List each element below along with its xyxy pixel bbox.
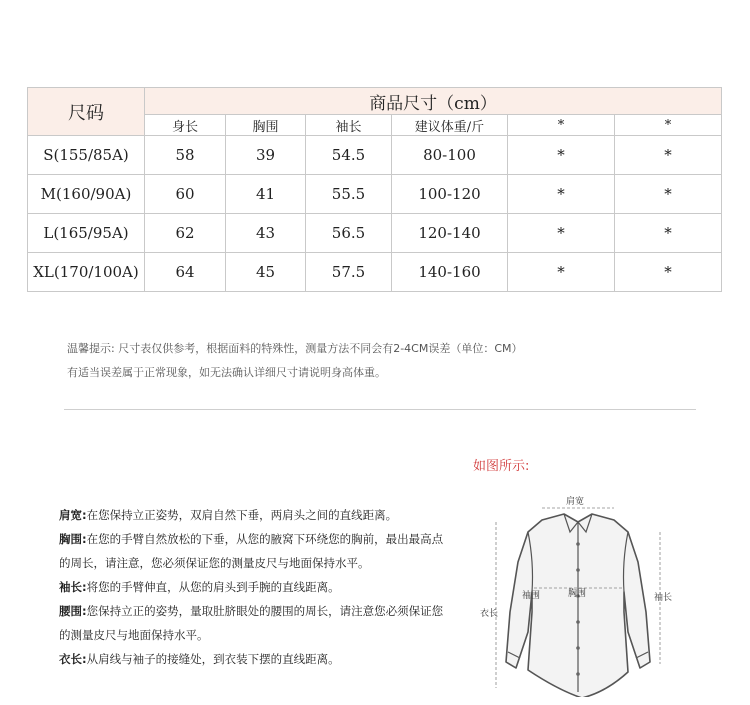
product-size-header: 商品尺寸（cm）	[145, 88, 722, 115]
definition-term: 腰围:	[59, 604, 87, 618]
definition-term: 胸围:	[59, 532, 87, 546]
definition-shoulder	[59, 503, 451, 527]
column-header-length: 身长	[145, 115, 226, 136]
definition-term: 肩宽:	[59, 508, 87, 522]
table-cell: 60	[145, 175, 226, 214]
column-header-chest: 胸围	[226, 115, 306, 136]
table-row	[28, 253, 722, 292]
definition-chest	[59, 527, 451, 575]
shirt-button	[576, 672, 580, 676]
size-table	[27, 87, 722, 292]
table-cell: *	[508, 175, 615, 214]
size-label: M(160/90A)	[28, 175, 145, 214]
section-divider	[64, 409, 696, 410]
size-note-line-1: 温馨提示: 尺寸表仅供参考，根据面料的特殊性，测量方法不同会有2-4CM误差（单位：CM）	[67, 342, 523, 355]
table-cell: 64	[145, 253, 226, 292]
definition-term: 袖长:	[59, 580, 87, 594]
shirt-button	[576, 568, 580, 572]
shirt-button	[576, 620, 580, 624]
column-header-weight: 建议体重/斤	[392, 115, 508, 136]
column-header-extra-1: *	[508, 115, 615, 136]
table-cell: *	[615, 136, 722, 175]
table-cell: 43	[226, 214, 306, 253]
diagram-label-sleeve-circumference: 袖围	[522, 591, 541, 601]
table-cell: 100-120	[392, 175, 508, 214]
diagram-label-chest: 胸围	[568, 589, 587, 599]
table-cell: 80-100	[392, 136, 508, 175]
table-row	[28, 136, 722, 175]
table-cell: 55.5	[306, 175, 392, 214]
diagram-label-shoulder: 肩宽	[566, 497, 585, 507]
definition-text: 在您保持立正姿势，双肩自然下垂，两肩头之间的直线距离。	[86, 508, 398, 522]
shirt-button	[576, 542, 580, 546]
table-cell: *	[508, 253, 615, 292]
example-label: 如图所示:	[473, 459, 530, 474]
table-cell: *	[508, 214, 615, 253]
diagram-label-sleeve-length: 袖长	[654, 593, 673, 603]
table-cell: 41	[226, 175, 306, 214]
table-row	[28, 214, 722, 253]
table-cell: 54.5	[306, 136, 392, 175]
definition-waist	[59, 599, 451, 647]
table-cell: 62	[145, 214, 226, 253]
size-label: L(165/95A)	[28, 214, 145, 253]
table-cell: *	[615, 253, 722, 292]
table-row	[28, 175, 722, 214]
table-cell: 120-140	[392, 214, 508, 253]
definition-text: 从肩线与袖子的接缝处，到衣装下摆的直线距离。	[86, 652, 340, 666]
table-cell: 45	[226, 253, 306, 292]
shirt-measurement-diagram	[478, 492, 678, 697]
table-cell: 140-160	[392, 253, 508, 292]
table-cell: 39	[226, 136, 306, 175]
definition-length	[59, 647, 451, 671]
column-header-extra-2: *	[615, 115, 722, 136]
definition-sleeve	[59, 575, 451, 599]
size-note-line-2: 有适当误差属于正常现象，如无法确认详细尺寸请说明身高体重。	[67, 366, 386, 379]
table-cell: *	[508, 136, 615, 175]
table-cell: 57.5	[306, 253, 392, 292]
table-cell: *	[615, 214, 722, 253]
size-column-header: 尺码	[28, 88, 145, 136]
diagram-label-body-length: 衣长	[480, 609, 499, 619]
definition-text: 将您的手臂伸直，从您的肩头到手腕的直线距离。	[86, 580, 340, 594]
table-cell: *	[615, 175, 722, 214]
definition-text: 在您的手臂自然放松的下垂，从您的腋窝下环绕您的胸前，最出最高点的周长，请注意，您必须保证您的测量皮尺与地面保持水平。	[59, 532, 444, 570]
table-cell: 58	[145, 136, 226, 175]
size-label: XL(170/100A)	[28, 253, 145, 292]
size-label: S(155/85A)	[28, 136, 145, 175]
definition-term: 衣长:	[59, 652, 87, 666]
table-cell: 56.5	[306, 214, 392, 253]
definition-text: 您保持立正的姿势，量取肚脐眼处的腰围的周长，请注意您必须保证您的测量皮尺与地面保持水平。	[59, 604, 444, 642]
shirt-button	[576, 646, 580, 650]
column-header-sleeve: 袖长	[306, 115, 392, 136]
